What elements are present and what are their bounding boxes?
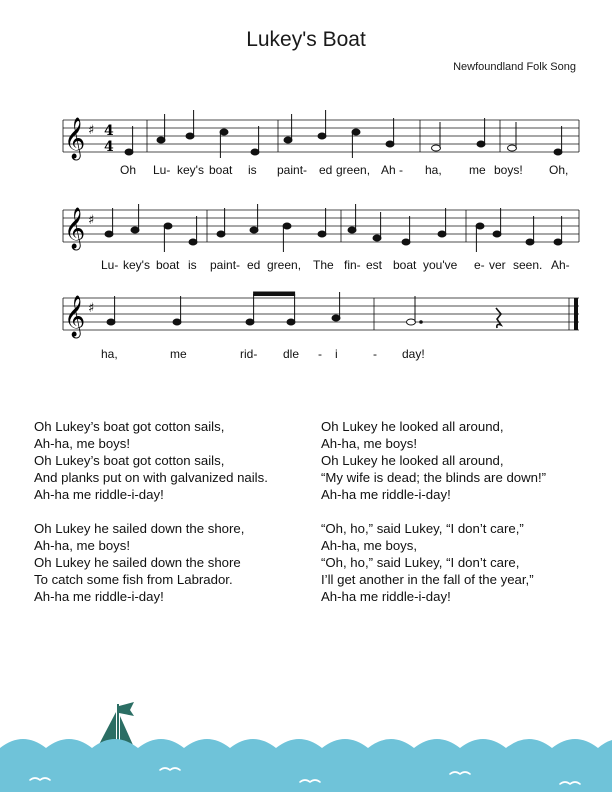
lyric-syllable: - xyxy=(399,163,403,177)
verse-stanza xyxy=(321,418,546,503)
lyric-syllable: - xyxy=(318,347,322,361)
lyrics-row-1 xyxy=(0,163,612,179)
verse-line: Ah-ha, me boys, xyxy=(321,538,418,553)
lyric-syllable: i xyxy=(335,347,338,361)
svg-text:4: 4 xyxy=(104,123,114,139)
lyric-syllable: paint- xyxy=(277,163,308,177)
lyric-syllable: - xyxy=(373,347,377,361)
verse-line: Oh Lukey he looked all around, xyxy=(321,453,504,468)
verse-line: Oh Lukey he sailed down the shore, xyxy=(34,521,245,536)
verse-line: “Oh, ho,” said Lukey, “I don’t care, xyxy=(321,555,520,570)
song-title: Lukey's Boat xyxy=(246,28,366,51)
verses-left-column xyxy=(34,418,268,622)
lyric-syllable: me xyxy=(469,163,486,177)
lyric-syllable: boys! xyxy=(494,163,523,177)
lyric-syllable: Oh xyxy=(120,163,137,177)
lyric-syllable: Ah xyxy=(381,163,396,177)
song-origin: Newfoundland Folk Song xyxy=(453,61,576,73)
verse-line: Ah-ha me riddle-i-day! xyxy=(321,487,451,502)
verse-line: Ah-ha, me boys! xyxy=(34,538,131,553)
lyric-syllable: ha, xyxy=(425,163,442,177)
verse-line: Ah-ha me riddle-i-day! xyxy=(34,487,164,502)
verse-stanza xyxy=(321,520,546,605)
lyric-syllable: est xyxy=(366,258,383,272)
lyric-syllable: me xyxy=(170,347,187,361)
lyric-syllable: key's xyxy=(123,258,150,272)
lyric-syllable: Ah- xyxy=(551,258,570,272)
verse-line: “Oh, ho,” said Lukey, “I don’t care,” xyxy=(321,521,524,536)
lyrics-row-3 xyxy=(0,347,612,363)
svg-text:♯: ♯ xyxy=(88,123,95,138)
verse-line: Ah-ha, me boys! xyxy=(34,436,131,451)
svg-text:4: 4 xyxy=(104,139,114,155)
verse-line: Oh Lukey he sailed down the shore xyxy=(34,555,241,570)
lyric-syllable: Oh, xyxy=(549,163,569,177)
lyric-syllable: Lu- xyxy=(153,163,171,177)
verse-line: Oh Lukey’s boat got cotton sails, xyxy=(34,419,225,434)
lyric-syllable: Lu- xyxy=(101,258,119,272)
verse-stanza xyxy=(34,418,268,503)
sea-illustration xyxy=(0,690,612,792)
lyric-syllable: is xyxy=(188,258,197,272)
lyric-syllable: e- xyxy=(474,258,485,272)
lyric-syllable: paint- xyxy=(210,258,241,272)
verse-line: “My wife is dead; the blinds are down!” xyxy=(321,470,547,485)
staff-line-1 xyxy=(0,110,612,170)
lyric-syllable: The xyxy=(313,258,334,272)
lyric-syllable: boat xyxy=(156,258,180,272)
verse-line: And planks put on with galvanized nails. xyxy=(34,470,268,485)
lyric-syllable: you've xyxy=(423,258,458,272)
staff-line-2 xyxy=(0,200,612,260)
lyric-syllable: boat xyxy=(393,258,417,272)
verse-line: To catch some fish from Labrador. xyxy=(34,572,233,587)
lyric-syllable: ed xyxy=(319,163,333,177)
lyric-syllable: ed xyxy=(247,258,261,272)
lyrics-row-2 xyxy=(0,258,612,274)
treble-clef-icon: 𝄞 xyxy=(64,118,86,159)
lyric-syllable: ha, xyxy=(101,347,118,361)
lyric-syllable: green, xyxy=(267,258,302,272)
verse-stanza xyxy=(34,520,268,605)
lyric-syllable: green, xyxy=(336,163,371,177)
lyric-syllable: rid- xyxy=(240,347,258,361)
lyric-syllable: fin- xyxy=(344,258,361,272)
lyric-syllable: key's xyxy=(177,163,204,177)
lyric-syllable: dle xyxy=(283,347,300,361)
verse-line: Ah-ha me riddle-i-day! xyxy=(34,589,164,604)
final-barline xyxy=(574,298,578,330)
verse-line: I’ll get another in the fall of the year,” xyxy=(321,572,534,587)
staff-line-3 xyxy=(0,288,612,348)
lyric-syllable: day! xyxy=(402,347,425,361)
treble-clef-icon: 𝄞 xyxy=(64,296,86,337)
lyric-syllable: seen. xyxy=(513,258,543,272)
lyric-syllable: boat xyxy=(209,163,233,177)
quarter-rest-icon xyxy=(496,308,501,328)
lyric-syllable: ver xyxy=(489,258,506,272)
svg-text:♯: ♯ xyxy=(88,213,95,228)
verse-line: Ah-ha me riddle-i-day! xyxy=(321,589,451,604)
svg-text:♯: ♯ xyxy=(88,301,95,316)
verse-line: Oh Lukey’s boat got cotton sails, xyxy=(34,453,225,468)
lyric-syllable: is xyxy=(248,163,257,177)
treble-clef-icon: 𝄞 xyxy=(64,208,86,249)
verse-line: Oh Lukey he looked all around, xyxy=(321,419,504,434)
verse-line: Ah-ha, me boys! xyxy=(321,436,418,451)
verses-right-column xyxy=(321,418,546,622)
